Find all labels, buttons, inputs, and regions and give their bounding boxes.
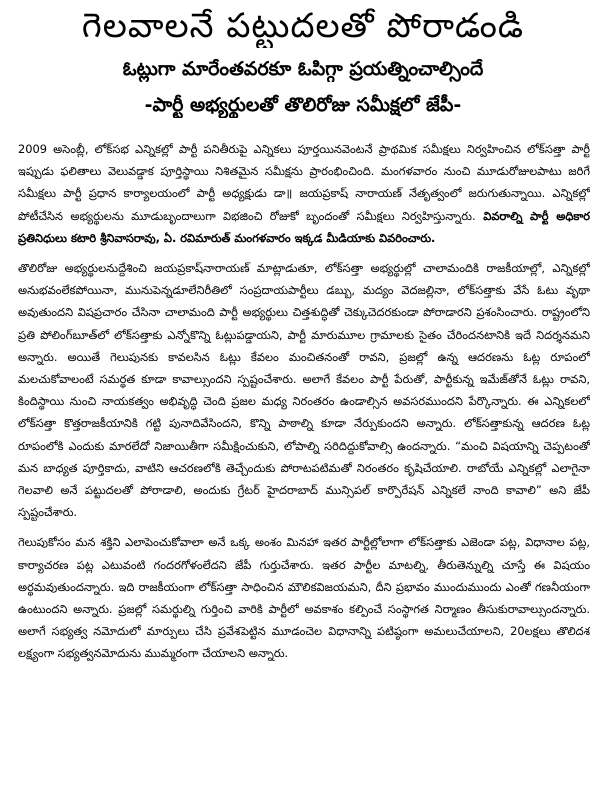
tagline: -పార్టీ అభ్యర్థులతో తొలిరోజు సమీక్షలో జేపీ- <box>144 94 462 116</box>
subheadline: ఓట్లుగా మారేంతవరకూ ఓపిగ్గా ప్రయత్నించాల్సిందే <box>122 58 484 80</box>
article-paragraph-2 <box>18 257 590 523</box>
headline: గెలవాలనే పట్టుదలతో పోరాడండి <box>81 6 525 46</box>
paragraph-text: గెలుపుకోసం మన శక్తిని ఎలాపెంచుకోవాలా అనే ఒక్క అంశం మినహా ఇతర పార్టీల్లోలాగా లోక్‌సత్తాకు ఎజెండా పట్ల, విధానాల పట్ల, కార్యాచరణ పట్ల ఎటువంటి గందరగోళంలేదని జేపీ గుర్తుచేశారు. ఇతర పార్టీల మాటల్ని, తీరుతెన్నుల్ని చూస్తే ఈ విషయం అర్థమవుతుందన్నారు. ఇది రాజకీయంగా లోక్‌సత్తా సాధించిన మౌలికవిజయమని, దీని ప్రభావం ముందుముందు ఎంతో గణనీయంగా ఉంటుందని అన్నారు. ప్రజల్లో సమర్థుల్ని గుర్తించి వారికి పార్టీలో అవకాశం కల్పించే సంస్థాగత నిర్మాణం తీసుకురావాల్సుందన్నారు. అలాగే సభ్యత్వ నమోదులో మార్పులు చేసి ప్రవేశపెట్టిన మూడంచెల విధానాన్ని పటిష్ఠంగా అమలుచేయాలని, 20లక్షలు తొలిదశ లక్ష్యంగా సభ్యత్వనమోదును ముమ్మరంగా చేయాలని అన్నారు. <box>18 535 590 661</box>
article-paragraph-3 <box>18 531 590 664</box>
paragraph-text: 2009 అసెంబ్లీ, లోక్‌సభ ఎన్నికల్లో పార్టీ పనితీరుపై ఎన్నికలు పూర్తయినవెంటనే ప్రాథమిక సమీక్షలు నిర్వహించిన లోక్‌సత్తా పార్టీ ఇప్పుడు ఫలితాలు వెలువడ్డాక పూర్తిస్థాయి నిశితమైన సమీక్షను ప్రారంభించింది. మంగళవారం నుంచి మూడురోజులపాటు జరిగే సమీక్షలు పార్టీ ప్రధాన కార్యాలయంలో పార్టీ అధ్యక్షుడు డా॥ జయప్రకాష్ నారాయణ్ నేతృత్వంలో జరుగుతున్నాయి. ఎన్నికల్లో పోటీచేసిన అభ్యర్థులను మూడుబృందాలుగా విభజించి రోజుకో బృందంతో సమీక్షలు నిర్వహిస్తున్నారు. <box>18 142 590 223</box>
article-paragraph-1 <box>18 138 590 249</box>
paragraph-text: తొలిరోజు అభ్యర్థులనుద్దేశించి జయప్రకాష్‌నారాయణ్ మాట్లాడుతూ, లోక్‌సత్తా అభ్యర్థుల్లో చాలామందికి రాజకీయాల్లో, ఎన్నికల్లో అనుభవంలేకపోయినా, మునుపెన్నడూలేనిరీతిలో సంప్రదాయపార్టీలు డబ్బు, మద్యం వెదజల్లినా, లోక్‌సత్తాకు వేసే ఓటు వృథా అవుతుందని విషప్రచారం చేసినా చాలామంది పార్టీ అభ్యర్థులు చిత్తశుద్ధితో చెక్కుచెదరకుండా పోరాడారని ప్రశంసించారు. రాష్ట్రంలోని ప్రతి పోలింగ్‌బూత్‌లో లోక్‌సత్తాకు ఎన్నోకొన్ని ఓట్లుపడ్డాయని, పార్టీ మారుమూల గ్రామాలకు సైతం చేరిందనటానికి ఇదే నిదర్శనమని అన్నారు. అయితే గెలుపునకు కావలసిన ఓట్లు కేవలం మంచితనంతో రావని, ప్రజల్లో ఉన్న ఆదరణను ఓట్ల రూపంలో మలచుకోవాలంటే సమర్థత కూడా కావాల్సుందని స్పష్టంచేశారు. అలాగే కేవలం పార్టీ పేరుతో, పార్టీకున్న ఇమేజ్‌తోనే ఓట్లు రావని, కిందిస్థాయి నుంచి నాయకత్వం అభివృద్ధి చెంది ప్రజల మధ్య నిరంతరం ఉండాల్సిన అవసరముందని పేర్కొన్నారు. ఈ ఎన్నికలలో లోక్‌సత్తా కొత్తరాజకీయానికి గట్టి పునాదివేసిందని, కొన్ని పాఠాల్ని కూడా నేర్పుకుందని అన్నారు. లోక్‌సత్తాకున్న ఆదరణ ఓట్ల రూపంలోకి ఎందుకు మారలేదో నిజాయితీగా సమీక్షించుకుని, లోపాల్ని సరిదిద్దుకోవాల్సి ఉందన్నారు. “మంచి విషయాన్ని చెప్పటంతో మన బాధ్యత పూర్తికాదు, వాటిని ఆచరణలోకి తెచ్చేందుకు పోరాటపటిమతో నిరంతరం కృషిచేయాలి. రాబోయే ఎన్నికల్లో ఎలాగైనా గెలవాలి అనే పట్టుదలతో పోరాడాలి, అందుకు గ్రేటర్ హైదరాబాద్ మున్సిపల్ కార్పొరేషన్ ఎన్నికలే నాంది కావాలి” అని జేపీ స్పష్టంచేశారు. <box>18 261 590 520</box>
paragraph-emphasis: వివరాల్ని పార్టీ అధికార ప్రతినిధులు కటారి శ్రీనివాసరావు, ఏ. రవిమారుత్ మంగళవారం ఇక్కడ మీడియాకు వివరించారు. <box>18 208 590 245</box>
article-body <box>18 138 590 783</box>
